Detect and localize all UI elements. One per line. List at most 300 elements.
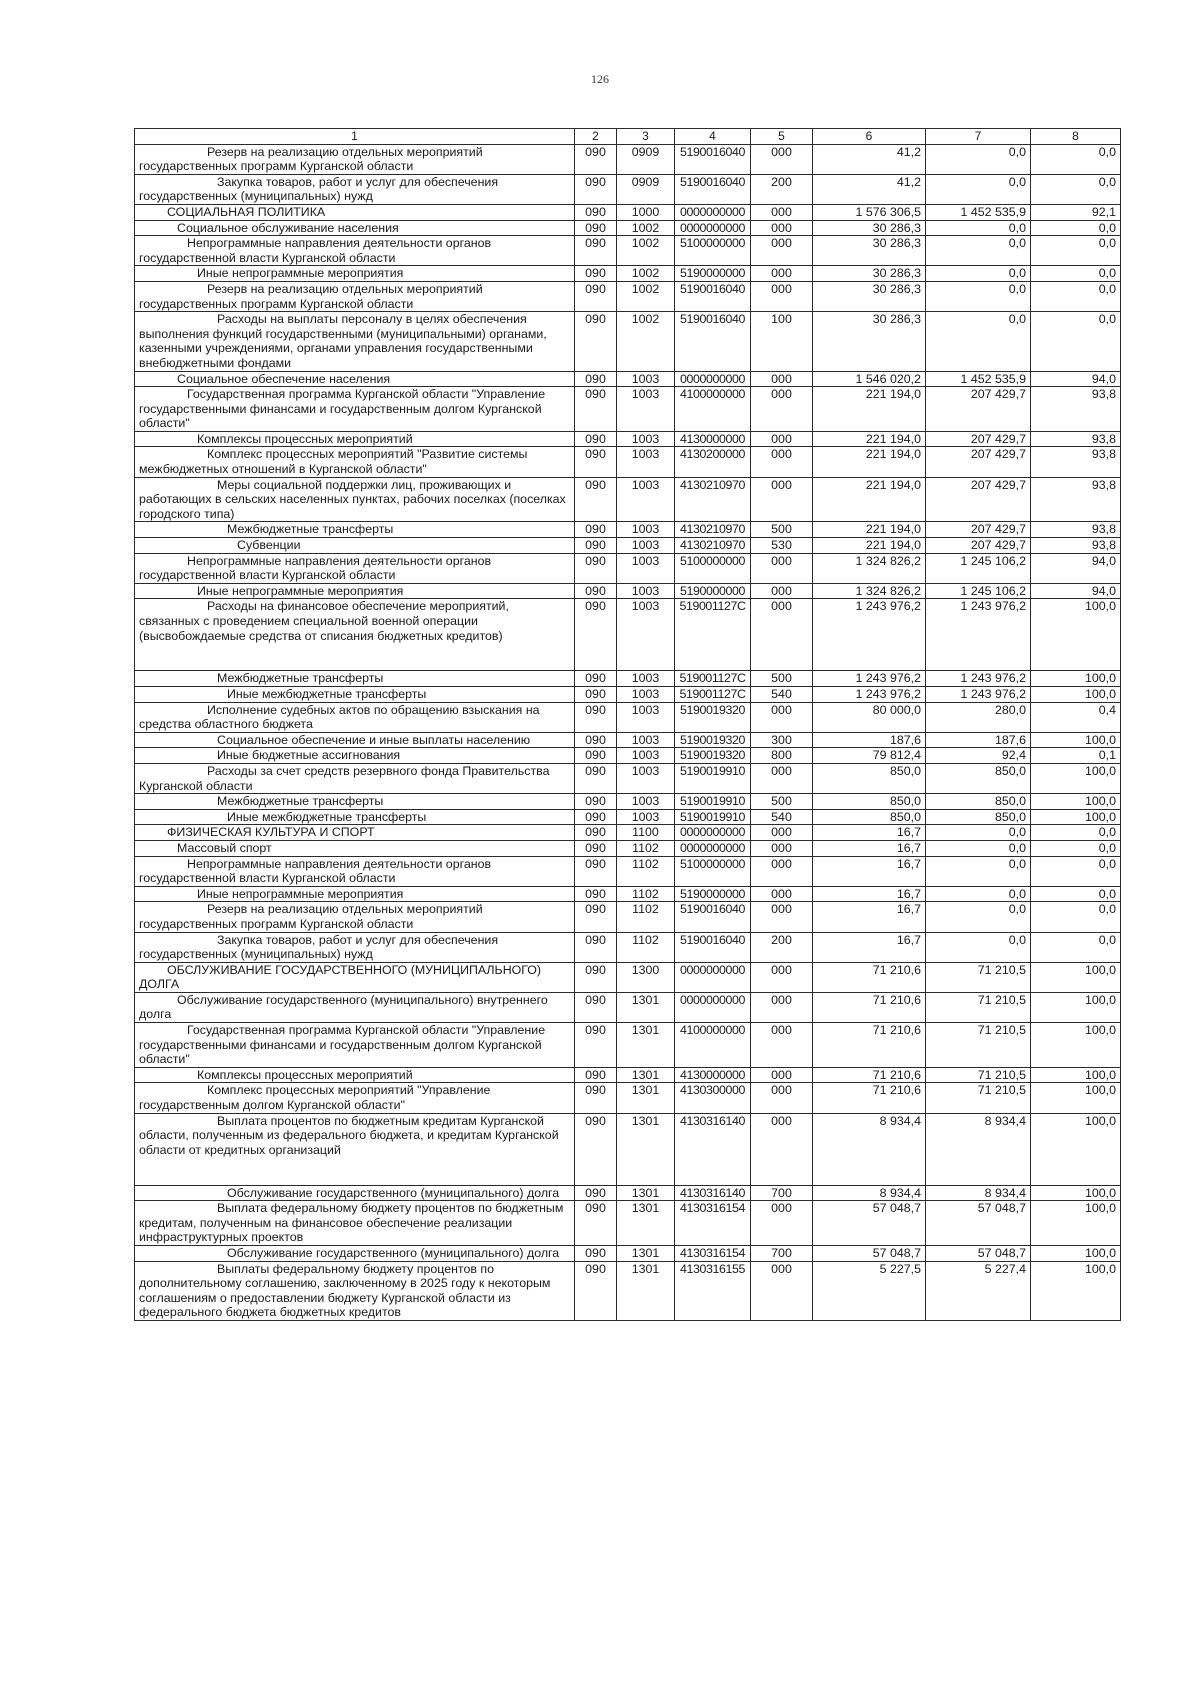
target-article-cell: 519001127C [675,671,751,687]
admin-code-cell: 090 [575,962,617,992]
expense-name-cell: СОЦИАЛЬНАЯ ПОЛИТИКА [135,204,575,220]
execution-percent-cell: 93,8 [1031,431,1121,447]
expense-name-cell: Расходы на выплаты персоналу в целях обеспечения выполнения функций государственными (муниципальными) органами, казенными учреждениями, органами управления государственными внебюджетными фондами [135,312,575,371]
execution-percent-cell: 0,0 [1031,825,1121,841]
expense-type-cell: 100 [751,312,813,371]
target-article-cell: 5100000000 [675,856,751,886]
target-article-cell: 4100000000 [675,387,751,432]
approved-amount-cell: 71 210,6 [813,1083,926,1113]
executed-amount-cell: 0,0 [926,902,1031,932]
target-article-cell: 5190019910 [675,763,751,793]
expense-name-cell: Закупка товаров, работ и услуг для обеспечения государственных (муниципальных) нужд [135,174,575,204]
table-row [135,825,1121,841]
expense-name-cell: Непрограммные направления деятельности органов государственной власти Курганской области [135,856,575,886]
execution-percent-cell: 0,0 [1031,144,1121,174]
section-code-cell: 1003 [617,553,675,583]
expense-name-cell: ФИЗИЧЕСКАЯ КУЛЬТУРА И СПОРТ [135,825,575,841]
approved-amount-cell: 30 286,3 [813,220,926,236]
executed-amount-cell: 71 210,5 [926,1067,1031,1083]
execution-percent-cell: 100,0 [1031,671,1121,687]
section-code-cell: 1301 [617,1023,675,1068]
table-row [135,553,1121,583]
admin-code-cell: 090 [575,431,617,447]
target-article-cell: 519001127C [675,687,751,703]
section-code-cell: 1003 [617,671,675,687]
approved-amount-cell: 16,7 [813,902,926,932]
expense-type-cell: 000 [751,1113,813,1185]
target-article-cell: 4130300000 [675,1083,751,1113]
execution-percent-cell: 0,0 [1031,902,1121,932]
executed-amount-cell: 207 429,7 [926,447,1031,477]
table-row [135,1261,1121,1320]
expense-type-cell: 000 [751,281,813,311]
approved-amount-cell: 221 194,0 [813,447,926,477]
admin-code-cell: 090 [575,1261,617,1320]
section-code-cell: 0909 [617,144,675,174]
section-code-cell: 1003 [617,599,675,671]
execution-percent-cell: 93,8 [1031,538,1121,554]
table-row [135,522,1121,538]
executed-amount-cell: 0,0 [926,932,1031,962]
section-code-cell: 1002 [617,281,675,311]
section-code-cell: 1003 [617,702,675,732]
section-code-cell: 1102 [617,856,675,886]
executed-amount-cell: 850,0 [926,763,1031,793]
column-header: 8 [1031,129,1121,145]
target-article-cell: 0000000000 [675,220,751,236]
executed-amount-cell: 1 243 976,2 [926,687,1031,703]
expense-type-cell: 540 [751,809,813,825]
approved-amount-cell: 30 286,3 [813,281,926,311]
target-article-cell: 519001127C [675,599,751,671]
approved-amount-cell: 41,2 [813,144,926,174]
expense-type-cell: 000 [751,583,813,599]
execution-percent-cell: 93,8 [1031,447,1121,477]
expense-type-cell: 700 [751,1185,813,1201]
expense-name-cell: Выплата федеральному бюджету процентов по бюджетным кредитам, полученным на финансовое обеспечение реализации инфраструктурных проектов [135,1201,575,1246]
target-article-cell: 0000000000 [675,992,751,1022]
approved-amount-cell: 71 210,6 [813,1023,926,1068]
approved-amount-cell: 79 812,4 [813,748,926,764]
column-header: 4 [675,129,751,145]
table-row [135,763,1121,793]
section-code-cell: 1003 [617,522,675,538]
table-row [135,856,1121,886]
execution-percent-cell: 100,0 [1031,1023,1121,1068]
execution-percent-cell: 100,0 [1031,1185,1121,1201]
approved-amount-cell: 16,7 [813,825,926,841]
admin-code-cell: 090 [575,266,617,282]
execution-percent-cell: 94,0 [1031,583,1121,599]
section-code-cell: 1301 [617,992,675,1022]
execution-percent-cell: 0,0 [1031,932,1121,962]
approved-amount-cell: 30 286,3 [813,236,926,266]
expense-name-cell: Обслуживание государственного (муниципального) внутреннего долга [135,992,575,1022]
approved-amount-cell: 1 576 306,5 [813,204,926,220]
executed-amount-cell: 57 048,7 [926,1201,1031,1246]
approved-amount-cell: 8 934,4 [813,1185,926,1201]
target-article-cell: 5190016040 [675,902,751,932]
expense-type-cell: 500 [751,794,813,810]
admin-code-cell: 090 [575,144,617,174]
target-article-cell: 4100000000 [675,1023,751,1068]
admin-code-cell: 090 [575,220,617,236]
execution-percent-cell: 100,0 [1031,962,1121,992]
execution-percent-cell: 100,0 [1031,809,1121,825]
execution-percent-cell: 93,8 [1031,522,1121,538]
table-row [135,174,1121,204]
expense-type-cell: 500 [751,522,813,538]
section-code-cell: 1003 [617,687,675,703]
section-code-cell: 0909 [617,174,675,204]
expense-type-cell: 000 [751,856,813,886]
executed-amount-cell: 5 227,4 [926,1261,1031,1320]
executed-amount-cell: 187,6 [926,732,1031,748]
expense-type-cell: 000 [751,553,813,583]
section-code-cell: 1301 [617,1261,675,1320]
target-article-cell: 4130316154 [675,1246,751,1262]
execution-percent-cell: 100,0 [1031,1113,1121,1185]
executed-amount-cell: 0,0 [926,840,1031,856]
admin-code-cell: 090 [575,856,617,886]
table-row [135,809,1121,825]
table-row [135,932,1121,962]
expense-type-cell: 000 [751,902,813,932]
admin-code-cell: 090 [575,840,617,856]
executed-amount-cell: 71 210,5 [926,1023,1031,1068]
target-article-cell: 5190016040 [675,312,751,371]
executed-amount-cell: 1 243 976,2 [926,599,1031,671]
section-code-cell: 1003 [617,763,675,793]
section-code-cell: 1003 [617,387,675,432]
table-row [135,671,1121,687]
executed-amount-cell: 0,0 [926,220,1031,236]
execution-percent-cell: 100,0 [1031,1261,1121,1320]
execution-percent-cell: 0,0 [1031,281,1121,311]
expense-type-cell: 000 [751,1201,813,1246]
expense-name-cell: Расходы на финансовое обеспечение мероприятий, связанных с проведением специальной военной операции (высвобождаемые средства от списания бюджетных кредитов) [135,599,575,671]
table-row [135,447,1121,477]
execution-percent-cell: 94,0 [1031,371,1121,387]
executed-amount-cell: 0,0 [926,144,1031,174]
section-code-cell: 1003 [617,732,675,748]
table-row [135,748,1121,764]
admin-code-cell: 090 [575,825,617,841]
approved-amount-cell: 1 546 020,2 [813,371,926,387]
target-article-cell: 5190019910 [675,794,751,810]
table-row [135,687,1121,703]
approved-amount-cell: 221 194,0 [813,431,926,447]
approved-amount-cell: 71 210,6 [813,992,926,1022]
admin-code-cell: 090 [575,281,617,311]
column-header: 3 [617,129,675,145]
execution-percent-cell: 100,0 [1031,763,1121,793]
expense-type-cell: 300 [751,732,813,748]
admin-code-cell: 090 [575,1083,617,1113]
expense-type-cell: 000 [751,1023,813,1068]
section-code-cell: 1102 [617,932,675,962]
table-row [135,992,1121,1022]
executed-amount-cell: 1 243 976,2 [926,671,1031,687]
execution-percent-cell: 0,0 [1031,174,1121,204]
section-code-cell: 1300 [617,962,675,992]
approved-amount-cell: 850,0 [813,809,926,825]
expense-name-cell: Иные непрограммные мероприятия [135,886,575,902]
target-article-cell: 5190000000 [675,886,751,902]
expense-name-cell: Комплекс процессных мероприятий "Управление государственным долгом Курганской области" [135,1083,575,1113]
approved-amount-cell: 221 194,0 [813,477,926,522]
table-row [135,538,1121,554]
target-article-cell: 0000000000 [675,825,751,841]
expense-name-cell: Межбюджетные трансферты [135,671,575,687]
target-article-cell: 0000000000 [675,962,751,992]
executed-amount-cell: 92,4 [926,748,1031,764]
table-row [135,266,1121,282]
section-code-cell: 1003 [617,371,675,387]
expense-type-cell: 700 [751,1246,813,1262]
expense-name-cell: Резерв на реализацию отдельных мероприятий государственных программ Курганской области [135,902,575,932]
table-row [135,962,1121,992]
approved-amount-cell: 221 194,0 [813,538,926,554]
expense-type-cell: 000 [751,447,813,477]
admin-code-cell: 090 [575,763,617,793]
expense-name-cell: Иные непрограммные мероприятия [135,583,575,599]
execution-percent-cell: 0,0 [1031,886,1121,902]
expense-name-cell: Меры социальной поддержки лиц, проживающих и работающих в сельских населенных пунктах, рабочих поселках (поселках городского типа) [135,477,575,522]
section-code-cell: 1003 [617,794,675,810]
executed-amount-cell: 0,0 [926,266,1031,282]
target-article-cell: 0000000000 [675,371,751,387]
expense-type-cell: 000 [751,431,813,447]
table-row [135,840,1121,856]
expense-type-cell: 000 [751,477,813,522]
expense-name-cell: Комплексы процессных мероприятий [135,1067,575,1083]
section-code-cell: 1003 [617,431,675,447]
expense-type-cell: 000 [751,1261,813,1320]
target-article-cell: 4130316140 [675,1185,751,1201]
admin-code-cell: 090 [575,1246,617,1262]
admin-code-cell: 090 [575,1185,617,1201]
admin-code-cell: 090 [575,732,617,748]
table-row [135,1083,1121,1113]
execution-percent-cell: 100,0 [1031,794,1121,810]
target-article-cell: 5190016040 [675,144,751,174]
section-code-cell: 1301 [617,1067,675,1083]
executed-amount-cell: 207 429,7 [926,522,1031,538]
admin-code-cell: 090 [575,236,617,266]
executed-amount-cell: 57 048,7 [926,1246,1031,1262]
expense-name-cell: Расходы за счет средств резервного фонда Правительства Курганской области [135,763,575,793]
admin-code-cell: 090 [575,583,617,599]
section-code-cell: 1002 [617,220,675,236]
table-row [135,1067,1121,1083]
expense-name-cell: Резерв на реализацию отдельных мероприятий государственных программ Курганской области [135,281,575,311]
executed-amount-cell: 207 429,7 [926,477,1031,522]
expense-type-cell: 800 [751,748,813,764]
table-row [135,431,1121,447]
admin-code-cell: 090 [575,902,617,932]
target-article-cell: 4130210970 [675,477,751,522]
expense-name-cell: ОБСЛУЖИВАНИЕ ГОСУДАРСТВЕННОГО (МУНИЦИПАЛЬНОГО) ДОЛГА [135,962,575,992]
executed-amount-cell: 0,0 [926,236,1031,266]
section-code-cell: 1003 [617,583,675,599]
expense-name-cell: Массовый спорт [135,840,575,856]
admin-code-cell: 090 [575,538,617,554]
expense-name-cell: Государственная программа Курганской области "Управление государственными финансами и государственным долгом Курганской области" [135,1023,575,1068]
executed-amount-cell: 0,0 [926,281,1031,311]
approved-amount-cell: 30 286,3 [813,312,926,371]
expense-name-cell: Непрограммные направления деятельности органов государственной власти Курганской области [135,553,575,583]
expense-name-cell: Комплекс процессных мероприятий "Развитие системы межбюджетных отношений в Курганской области" [135,447,575,477]
section-code-cell: 1003 [617,538,675,554]
table-row [135,886,1121,902]
expense-name-cell: Межбюджетные трансферты [135,794,575,810]
expense-type-cell: 200 [751,932,813,962]
target-article-cell: 5100000000 [675,553,751,583]
table-row [135,1185,1121,1201]
section-code-cell: 1102 [617,902,675,932]
approved-amount-cell: 16,7 [813,856,926,886]
executed-amount-cell: 71 210,5 [926,992,1031,1022]
executed-amount-cell: 0,0 [926,886,1031,902]
table-row [135,1023,1121,1068]
target-article-cell: 4130316140 [675,1113,751,1185]
section-code-cell: 1003 [617,477,675,522]
executed-amount-cell: 0,0 [926,312,1031,371]
expense-name-cell: Иные непрограммные мероприятия [135,266,575,282]
expense-type-cell: 000 [751,1067,813,1083]
admin-code-cell: 090 [575,687,617,703]
expense-name-cell: Выплаты федеральному бюджету процентов по дополнительному соглашению, заключенному в 2025 году к некоторым соглашениям о предоставлении бюджету Курганской области из федерального бюджета бюджетных кредитов [135,1261,575,1320]
admin-code-cell: 090 [575,702,617,732]
column-header: 1 [135,129,575,145]
execution-percent-cell: 0,4 [1031,702,1121,732]
admin-code-cell: 090 [575,1023,617,1068]
expense-name-cell: Выплата процентов по бюджетным кредитам Курганской области, полученным из федерального бюджета, и кредитам Курганской области от кредитных организаций [135,1113,575,1185]
approved-amount-cell: 16,7 [813,886,926,902]
execution-percent-cell: 0,0 [1031,236,1121,266]
page-number: 126 [591,72,609,86]
executed-amount-cell: 280,0 [926,702,1031,732]
section-code-cell: 1002 [617,312,675,371]
target-article-cell: 5190000000 [675,583,751,599]
expense-name-cell: Исполнение судебных актов по обращению взыскания на средства областного бюджета [135,702,575,732]
section-code-cell: 1003 [617,809,675,825]
executed-amount-cell: 850,0 [926,809,1031,825]
executed-amount-cell: 0,0 [926,174,1031,204]
section-code-cell: 1301 [617,1113,675,1185]
expense-type-cell: 000 [751,236,813,266]
expense-type-cell: 500 [751,671,813,687]
table-row [135,371,1121,387]
approved-amount-cell: 1 324 826,2 [813,583,926,599]
admin-code-cell: 090 [575,932,617,962]
target-article-cell: 4130000000 [675,1067,751,1083]
table-row [135,477,1121,522]
expense-type-cell: 000 [751,825,813,841]
target-article-cell: 4130316155 [675,1261,751,1320]
section-code-cell: 1100 [617,825,675,841]
target-article-cell: 0000000000 [675,204,751,220]
approved-amount-cell: 221 194,0 [813,522,926,538]
section-code-cell: 1003 [617,748,675,764]
target-article-cell: 4130316154 [675,1201,751,1246]
table-row [135,599,1121,671]
approved-amount-cell: 16,7 [813,840,926,856]
expense-name-cell: Иные бюджетные ассигнования [135,748,575,764]
expense-type-cell: 000 [751,599,813,671]
expense-type-cell: 000 [751,266,813,282]
section-code-cell: 1301 [617,1246,675,1262]
table-row [135,1246,1121,1262]
expense-type-cell: 200 [751,174,813,204]
target-article-cell: 4130200000 [675,447,751,477]
expense-type-cell: 000 [751,992,813,1022]
target-article-cell: 5190000000 [675,266,751,282]
expense-name-cell: Обслуживание государственного (муниципального) долга [135,1185,575,1201]
expense-name-cell: Обслуживание государственного (муниципального) долга [135,1246,575,1262]
execution-percent-cell: 0,0 [1031,840,1121,856]
execution-percent-cell: 100,0 [1031,1083,1121,1113]
approved-amount-cell: 30 286,3 [813,266,926,282]
admin-code-cell: 090 [575,992,617,1022]
expense-type-cell: 000 [751,204,813,220]
admin-code-cell: 090 [575,1067,617,1083]
execution-percent-cell: 0,0 [1031,266,1121,282]
expense-type-cell: 000 [751,387,813,432]
budget-table [134,128,1121,1321]
executed-amount-cell: 207 429,7 [926,538,1031,554]
admin-code-cell: 090 [575,477,617,522]
column-header: 2 [575,129,617,145]
executed-amount-cell: 207 429,7 [926,431,1031,447]
execution-percent-cell: 93,8 [1031,387,1121,432]
approved-amount-cell: 8 934,4 [813,1113,926,1185]
expense-type-cell: 000 [751,220,813,236]
expense-type-cell: 000 [751,144,813,174]
target-article-cell: 5190019320 [675,702,751,732]
section-code-cell: 1102 [617,886,675,902]
target-article-cell: 5190016040 [675,281,751,311]
table-row [135,236,1121,266]
target-article-cell: 5190016040 [675,932,751,962]
expense-type-cell: 000 [751,962,813,992]
approved-amount-cell: 41,2 [813,174,926,204]
column-header: 6 [813,129,926,145]
approved-amount-cell: 16,7 [813,932,926,962]
table-row [135,702,1121,732]
expense-type-cell: 000 [751,371,813,387]
execution-percent-cell: 0,0 [1031,220,1121,236]
column-number-row [135,129,1121,145]
execution-percent-cell: 100,0 [1031,599,1121,671]
column-header: 7 [926,129,1031,145]
approved-amount-cell: 187,6 [813,732,926,748]
column-header: 5 [751,129,813,145]
executed-amount-cell: 71 210,5 [926,962,1031,992]
admin-code-cell: 090 [575,886,617,902]
section-code-cell: 1102 [617,840,675,856]
table-row [135,281,1121,311]
admin-code-cell: 090 [575,553,617,583]
table-row [135,144,1121,174]
execution-percent-cell: 100,0 [1031,992,1121,1022]
expense-name-cell: Межбюджетные трансферты [135,522,575,538]
expense-type-cell: 000 [751,702,813,732]
expense-name-cell: Социальное обеспечение и иные выплаты населению [135,732,575,748]
approved-amount-cell: 71 210,6 [813,962,926,992]
executed-amount-cell: 8 934,4 [926,1113,1031,1185]
